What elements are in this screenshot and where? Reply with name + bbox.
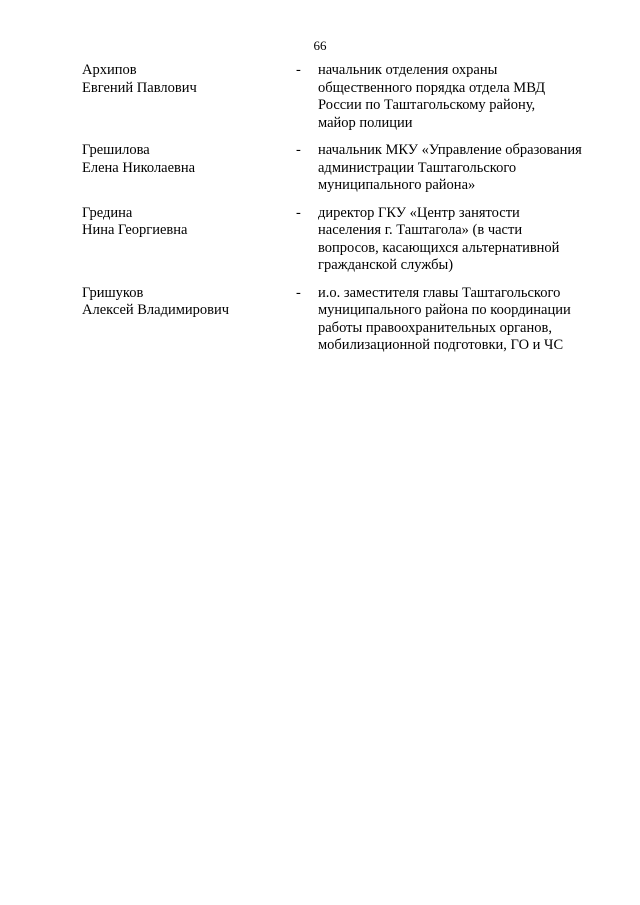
member-given-names: Алексей Владимирович bbox=[82, 302, 230, 318]
member-name bbox=[82, 205, 282, 240]
member-role bbox=[318, 285, 612, 355]
separator-dash: - bbox=[296, 204, 301, 221]
role-line: России по Таштагольскому району, bbox=[318, 97, 536, 113]
member-surname: Гришуков bbox=[82, 284, 144, 301]
role-line: директор ГКУ «Центр занятости bbox=[318, 204, 520, 221]
role-line: гражданской службы) bbox=[318, 257, 454, 273]
role-line: населения г. Таштагола» (в части bbox=[318, 222, 523, 238]
member-entry bbox=[82, 285, 612, 355]
role-line: работы правоохранительных органов, bbox=[318, 319, 552, 336]
role-line: начальник МКУ «Управление образования bbox=[318, 142, 582, 158]
member-given-names: Евгений Павлович bbox=[82, 79, 197, 96]
member-surname: Грешилова bbox=[82, 142, 150, 158]
role-line: муниципального района» bbox=[318, 177, 476, 193]
member-name bbox=[82, 62, 282, 97]
role-line: общественного порядка отдела МВД bbox=[318, 79, 546, 96]
member-surname: Гредина bbox=[82, 204, 133, 221]
member-given-names: Елена Николаевна bbox=[82, 159, 196, 176]
member-name bbox=[82, 142, 282, 177]
member-role bbox=[318, 142, 612, 195]
member-name bbox=[82, 285, 282, 320]
member-entry bbox=[82, 205, 612, 275]
page-number: 66 bbox=[313, 38, 327, 53]
role-line: начальник отделения охраны bbox=[318, 62, 498, 78]
role-line: и.о. заместителя главы Таштагольского bbox=[318, 284, 561, 301]
member-role bbox=[318, 62, 612, 132]
role-line: майор полиции bbox=[318, 114, 413, 131]
member-role bbox=[318, 205, 612, 275]
role-line: администрации Таштагольского bbox=[318, 159, 517, 176]
role-line: мобилизационной подготовки, ГО и ЧС bbox=[318, 337, 564, 353]
member-entry bbox=[82, 62, 612, 132]
member-entry bbox=[82, 142, 612, 195]
separator-dash: - bbox=[296, 142, 301, 158]
member-surname: Архипов bbox=[82, 62, 137, 78]
separator-dash: - bbox=[296, 284, 301, 301]
role-line: вопросов, касающихся альтернативной bbox=[318, 239, 560, 256]
separator-dash: - bbox=[296, 62, 301, 78]
member-list bbox=[82, 62, 612, 355]
member-given-names: Нина Георгиевна bbox=[82, 222, 188, 238]
role-line: муниципального района по координации bbox=[318, 302, 571, 318]
